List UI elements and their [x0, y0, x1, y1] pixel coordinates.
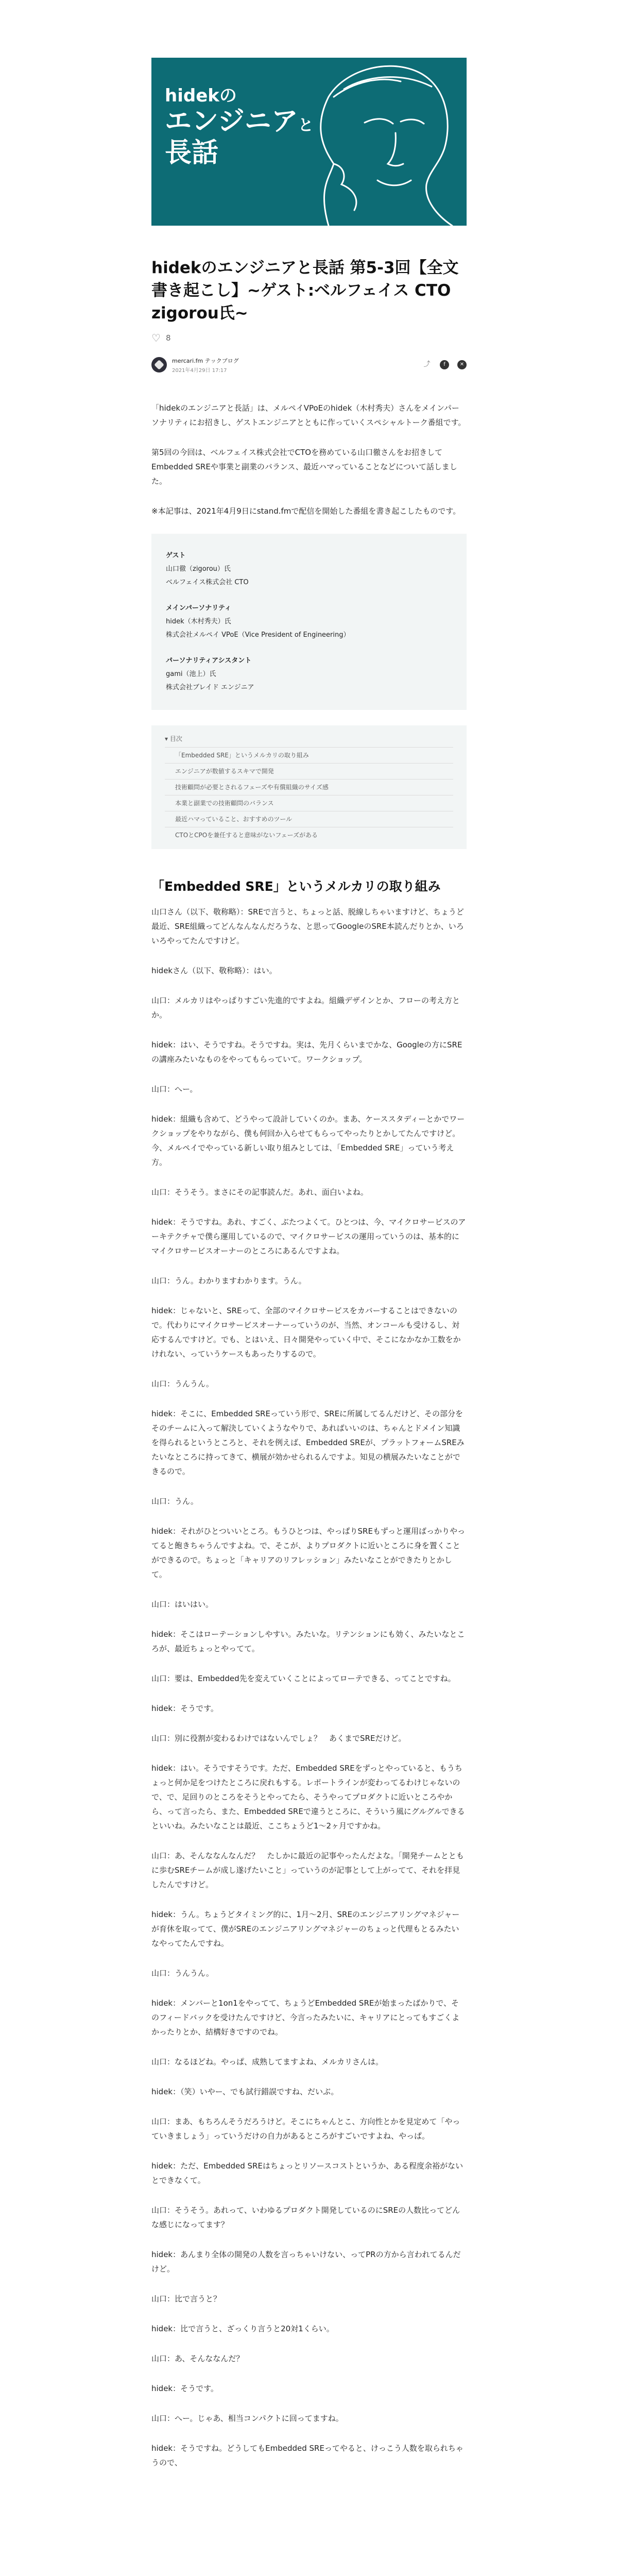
dialogue-paragraph: 山口：へー。	[151, 1084, 198, 1094]
dialogue-paragraph: hidek：あんまり全体の開発の人数を言っちゃいけない、ってPRの方から言われてるんだけど。	[151, 2250, 461, 2274]
hero-face-illustration	[298, 61, 467, 226]
article-title: hidekのエンジニアと長話 第5-3回【全文書き起こし】~ゲスト:ベルフェイス CTO zigorou氏~	[151, 259, 459, 323]
dialogue-paragraph: hidek：（笑）いやー、でも試行錯誤ですね、だいぶ。	[151, 2087, 339, 2096]
dialogue	[151, 905, 467, 2470]
like-count: 8	[165, 333, 171, 343]
dialogue-paragraph: 山口：あ、そんななんなんだ？ たしかに最近の記事やったんだよな。「開発チームとともに歩むSREチームが成し遂げたいこと」っていうのが記事として上がってて、それを拝見したんですけど。	[151, 1851, 464, 1889]
heart-icon[interactable]: ♡	[151, 332, 161, 344]
dialogue-paragraph: hidek：そうですね。どうしてもEmbedded SREってやると、けっこう人数を取られちゃうので、	[151, 2444, 464, 2467]
host-org: 株式会社メルペイ VPoE（Vice President of Engineering）	[166, 631, 350, 639]
hero-line-3: 長話	[165, 138, 219, 169]
avatar[interactable]	[151, 357, 167, 372]
dialogue-paragraph: hidek：はい、そうですね。そうですね。実は、先月くらいまでかな、Googleの方にSREの講座みたいなものをやってもらっていて。ワークショップ。	[151, 1040, 462, 1064]
dialogue-paragraph: hidek：ただ、Embedded SREはちょっとリソースコストというか、ある程度余裕がないとできなくて。	[151, 2161, 464, 2185]
toc-item[interactable]: 「Embedded SRE」というメルカリの取り組み	[165, 747, 453, 763]
dialogue-paragraph: hidek：比で言うと、ざっくり言うと20対1くらい。	[151, 2324, 334, 2333]
dialogue-paragraph: hidek：そうです。	[151, 2384, 218, 2393]
dialogue-paragraph: hidek：そうですね。あれ、すごく、ぶたつよくて。ひとつは、今、マイクロサービスのアーキテクチャで僕ら運用しているので、マイクロサービスの運用っていうのは、基本的にマイクロサービスオーナーのところにあるんですよね。	[151, 1217, 466, 1256]
dialogue-paragraph: hidekさん（以下、敬称略）：はい。	[151, 966, 277, 975]
dialogue-paragraph: hidek：メンバーと1on1をやってて、ちょうどEmbedded SREが始まったばかりで、そのフィードバックを受けたんですけど、今言ったみたいに、キャリアにとってもすごくよかったりとか、結構好きですのでね。	[151, 1998, 460, 2037]
host-heading: メインパーソナリティ	[166, 604, 232, 612]
intro-paragraph: 第5回の今回は、ベルフェイス株式会社でCTOを務めている山口徹さんをお招きしてEmbedded SREや事業と副業のバランス、最近ハマっていることなどについて話しました。	[151, 448, 457, 486]
dialogue-paragraph: hidek：そこに、Embedded SREっていう形で、SREに所属してるんだけど、その部分をそのチームに入って解決していくようなやりで、あればいいのは、ちゃんとドメイン知識を得られるというところと、それを例えば、Embedded SREが、プラットフォームSREみたいなところに持ってきて、横展が効かせられるんですよ。知見の横展みたいなことができるので。	[151, 1409, 465, 1476]
dialogue-paragraph: 山口さん（以下、敬称略）：SREで言うと、ちょっと話、脱線しちゃいますけど、ちょうど最近、SRE組織ってどんなんなんだろうな、と思ってGoogleのSRE本読んだりとか、いろいろやってたんですけど。	[151, 907, 464, 945]
host-group	[166, 602, 452, 642]
dialogue-paragraph: 山口：要は、Embedded先を変えていくことによってローテできる、ってことですね。	[151, 1674, 456, 1683]
author-meta	[172, 357, 239, 374]
dialogue-paragraph: 山口：うんうん。	[151, 1379, 214, 1388]
toc-item[interactable]: エンジニアが数値するスキマで開発	[165, 763, 453, 779]
toc-item[interactable]: 最近ハマっていること、おすすめのツール	[165, 811, 453, 827]
guest-group	[166, 549, 452, 589]
dialogue-paragraph: 山口：あ、そんななんだ？	[151, 2354, 244, 2363]
dialogue-paragraph: 山口：メルカリはやっぱりすごい先進的ですよね。組織デザインとか、フローの考え方とか。	[151, 996, 460, 1020]
author-name[interactable]: mercari.fm テックブログ	[172, 357, 239, 364]
dialogue-paragraph: 山口：なるほどね。やっぱ、成熟してますよね、メルカリさんは。	[151, 2057, 384, 2066]
dialogue-paragraph: hidek：そこはローテーションしやすい。みたいな。リテンションにも効く、みたいなところが、最近ちょっとやってて。	[151, 1630, 465, 1653]
hero-line-1: hidekの	[165, 86, 237, 106]
share-icon[interactable]: ⤴	[423, 361, 431, 368]
dialogue-paragraph: hidek：それがひとついいところ。もうひとつは、やっぱりSREもずっと運用ばっかりやってると飽きちゃうんですよね。で、そこが、よりプロダクトに近いところに身を置くことができるので。ちょっと「キャリアのリフレッション」みたいなことができたりとかして。	[151, 1527, 466, 1579]
x-icon[interactable]: ✕	[457, 360, 467, 369]
dialogue-paragraph: hidek：組織も含めて、どうやって設計していくのか。まあ、ケーススタディーとかでワークショップをやりながら、僕も何回か入らせてもらってやったりとかしてたんですけど。今、メルペイでやっている新しい取り組みとしては、「Embedded SRE」っていう考え方。	[151, 1114, 465, 1167]
dialogue-paragraph: 山口：へー。じゃあ、相当コンパクトに回ってますね。	[151, 2414, 344, 2423]
toc-item[interactable]: 技術顧問が必要とされるフェーズや有償組織のサイズ感	[165, 779, 453, 795]
article-body	[151, 401, 467, 2470]
guest-info-box	[151, 534, 467, 710]
dialogue-paragraph: 山口：そうそう。まさにその記事読んだ。あれ、面白いよね。	[151, 1188, 368, 1197]
assistant-org: 株式会社ブレイド エンジニア	[166, 684, 254, 691]
facebook-icon[interactable]: f	[440, 360, 449, 369]
like-row	[151, 332, 467, 344]
dialogue-paragraph: 山口：うん。わかりますわかります。うん。	[151, 1276, 306, 1285]
guest-name: 山口徹（zigorou）氏	[166, 565, 231, 573]
toc-item[interactable]: CTOとCPOを兼任すると意味がないフェーズがある	[165, 827, 453, 843]
hero-line-2	[165, 106, 314, 138]
dialogue-paragraph: 山口：まあ、もちろんそうだろうけど。そこにちゃんとこ、方向性とかを見定めて「やっていきましょう」っていうだけの自力があるところがすごいですよね、やっぱ。	[151, 2117, 460, 2141]
intro-paragraph: 「hidekのエンジニアと長話」は、メルペイVPoEのhidek（木村秀夫）さんをメインパーソナリティにお招きし、ゲストエンジニアとともに作っていくスペシャルトーク番組です。	[151, 403, 466, 427]
assistant-heading: パーソナリティアシスタント	[166, 657, 252, 665]
dialogue-paragraph: 山口：はいはい。	[151, 1600, 214, 1609]
article	[151, 0, 467, 2485]
assistant-group	[166, 654, 452, 694]
dialogue-paragraph: 山口：うん。	[151, 1497, 198, 1506]
intro-paragraph: ※本記事は、2021年4月9日にstand.fmで配信を開始した番組を書き起こしたものです。	[151, 506, 461, 516]
publish-date: 2021年4月29日 17:17	[172, 367, 227, 374]
dialogue-paragraph: 山口：別に役割が変わるわけではないんでしょ？ あくまでSREだけど。	[151, 1734, 406, 1743]
hero-banner	[151, 58, 467, 226]
toc-item[interactable]: 本業と副業での技術顧問のバランス	[165, 795, 453, 811]
section-heading: 「Embedded SRE」というメルカリの取り組み	[151, 879, 441, 894]
dialogue-paragraph: 山口：比で言うと？	[151, 2294, 221, 2303]
hero-title	[165, 86, 314, 170]
dialogue-paragraph: hidek：はい。そうですそうです。ただ、Embedded SREをずっとやっていると、もうちょっと何か足をつけたところに戻れもする。レポートラインが変わってるわけじゃないので、で、足回りのところをそうとやってたら、そうやってプロダクトに近いところやから、って言ったら、また、Embedded SREで違うところに、そういう風にグルグルできるといいね。みたいなことは最近、ここちょうど1〜2ヶ月ですかね。	[151, 1764, 465, 1831]
toc-heading[interactable]: ▾ 目次	[165, 735, 182, 742]
hero-line-2-main: エンジニア	[165, 106, 298, 138]
table-of-contents	[151, 725, 467, 849]
guest-heading: ゲスト	[166, 552, 186, 560]
dialogue-paragraph: 山口：うんうん。	[151, 1969, 214, 1978]
assistant-name: gami（池上）氏	[166, 670, 216, 678]
dialogue-paragraph: 山口：そうそう。あれって、いわゆるプロダクト開発しているのにSREの人数比ってどんな感じになってます？	[151, 2206, 460, 2229]
share-buttons	[422, 360, 467, 369]
host-name: hidek（木村秀夫）氏	[166, 618, 231, 625]
dialogue-paragraph: hidek：そうです。	[151, 1704, 218, 1713]
dialogue-paragraph: hidek：うん。ちょうどタイミング的に、1月〜2月、SREのエンジニアリングマネジャーが育休を取ってて、僕がSREのエンジニアリングマネジャーのちょっと代理もとるみたいなやってたんですね。	[151, 1910, 460, 1948]
guest-org: ベルフェイス株式会社 CTO	[166, 579, 249, 586]
hero-line-2-small: と	[298, 116, 314, 135]
dialogue-paragraph: hidek：じゃないと、SREって、全部のマイクロサービスをカバーすることはできないので。代わりにマイクロサービスオーナーっていうのが、当然、オンコールも受けるし、対応するんですけど。でも、とはいえ、日々開発やっていく中で、そこになかなか工数をかけれない、っていうケースもあったりするので。	[151, 1306, 461, 1359]
author-row	[151, 354, 467, 375]
